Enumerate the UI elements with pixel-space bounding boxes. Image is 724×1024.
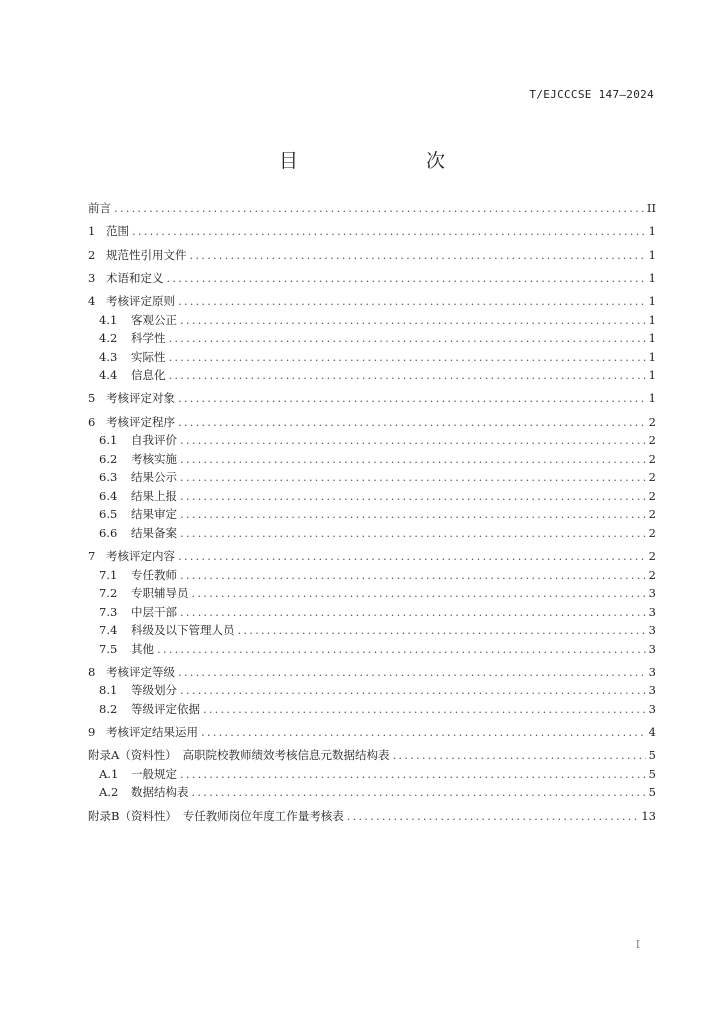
toc-dot-leader — [114, 199, 644, 218]
toc-entry-page-number: 2 — [648, 451, 656, 466]
toc-dot-leader — [180, 524, 646, 543]
toc-subentry[interactable] — [88, 450, 656, 469]
toc-subentry[interactable] — [88, 329, 656, 348]
toc-entry-number: 2 — [88, 247, 96, 262]
toc-entry-number: 7.2 — [99, 586, 118, 601]
toc-entry-label: 考核评定对象 — [106, 391, 175, 406]
toc-entry-page-number: 2 — [648, 488, 656, 503]
toc-entry-number: 4.3 — [99, 349, 118, 364]
toc-entry-page-number: 4 — [648, 725, 656, 740]
toc-entry-label: 数据结构表 — [131, 785, 189, 800]
toc-subentry[interactable] — [88, 348, 656, 367]
toc-entry-number: 5 — [88, 391, 96, 406]
toc-entry[interactable] — [88, 269, 656, 288]
toc-entry-page-number: 2 — [648, 433, 656, 448]
toc-entry-number: 9 — [88, 725, 96, 740]
toc-entry-page-number: 1 — [648, 349, 656, 364]
toc-dot-leader — [157, 640, 646, 659]
toc-dot-leader — [180, 468, 646, 487]
toc-entry-page-number: 13 — [641, 808, 656, 823]
toc-entry-number: 8.1 — [99, 683, 118, 698]
toc-entry-number: 8 — [88, 664, 96, 679]
toc-entry-label: 考核评定原则 — [106, 294, 175, 309]
toc-entry-number: 4 — [88, 294, 96, 309]
toc-subentry[interactable] — [88, 681, 656, 700]
toc-entry-label: 科级及以下管理人员 — [131, 623, 235, 638]
toc-entry-number: 4.1 — [99, 312, 118, 327]
toc-entry-label: 结果备案 — [131, 525, 177, 540]
toc-entry[interactable] — [88, 292, 656, 311]
toc-entry-page-number: II — [646, 201, 656, 215]
toc-entry-label: 等级划分 — [131, 683, 177, 698]
toc-entry-label: 范围 — [106, 224, 129, 239]
toc-entry-page-number: 3 — [648, 664, 656, 679]
toc-entry-page-number: 2 — [648, 470, 656, 485]
toc-entry-page-number: 1 — [648, 391, 656, 406]
toc-entry-page-number: 2 — [648, 549, 656, 564]
toc-entry-number: 7.4 — [99, 623, 118, 638]
toc-entry-number: A.2 — [99, 785, 119, 800]
toc-dot-leader — [201, 723, 646, 742]
toc-dot-leader — [238, 621, 646, 640]
toc-entry-page-number: 3 — [648, 701, 656, 716]
toc-subentry[interactable] — [88, 468, 656, 487]
toc-dot-leader — [180, 566, 646, 585]
toc-subentry[interactable] — [88, 431, 656, 450]
toc-dot-leader — [180, 487, 646, 506]
standard-code: T/EJCCCSE 147—2024 — [529, 88, 654, 101]
toc-subentry[interactable] — [88, 505, 656, 524]
toc-dot-leader — [132, 222, 646, 241]
toc-entry-page-number: 1 — [648, 368, 656, 383]
toc-entry[interactable] — [88, 389, 656, 408]
toc-entry-page-number: 1 — [648, 331, 656, 346]
toc-dot-leader — [180, 681, 646, 700]
toc-entry-number: 4.2 — [99, 331, 118, 346]
toc-subentry[interactable] — [88, 584, 656, 603]
toc-entry[interactable] — [88, 746, 656, 765]
toc-entry-page-number: 1 — [648, 294, 656, 309]
toc-entry-label: 结果公示 — [131, 470, 177, 485]
toc-entry-number: 4.4 — [99, 368, 118, 383]
toc-entry-page-number: 1 — [648, 247, 656, 262]
toc-entry-label: 信息化 — [131, 368, 166, 383]
toc-entry-label: 其他 — [131, 641, 154, 656]
toc-subentry[interactable] — [88, 640, 656, 659]
toc-entry-label: 规范性引用文件 — [106, 247, 187, 262]
toc-entry-page-number: 2 — [648, 414, 656, 429]
toc-dot-leader — [393, 746, 646, 765]
toc-entry-page-number: 2 — [648, 507, 656, 522]
toc-entry-label: 附录B（资料性） 专任教师岗位年度工作量考核表 — [88, 808, 344, 823]
toc-entry[interactable] — [88, 246, 656, 265]
toc-dot-leader — [180, 450, 646, 469]
toc-entry-page-number: 3 — [648, 604, 656, 619]
toc-entry-number: 8.2 — [99, 701, 118, 716]
toc-dot-leader — [178, 547, 646, 566]
toc-entry-label: 考核评定内容 — [106, 549, 175, 564]
toc-entry-page-number: 1 — [648, 224, 656, 239]
toc-dot-leader — [169, 366, 646, 385]
toc-entry-page-number: 5 — [648, 766, 656, 781]
toc-entry-number: 6.2 — [99, 451, 118, 466]
toc-dot-leader — [178, 413, 646, 432]
toc-entry[interactable] — [88, 663, 656, 682]
toc-entry[interactable] — [88, 413, 656, 432]
toc-subentry[interactable] — [88, 524, 656, 543]
toc-dot-leader — [180, 431, 646, 450]
toc-subentry[interactable] — [88, 311, 656, 330]
toc-dot-leader — [180, 505, 646, 524]
toc-dot-leader — [180, 311, 646, 330]
toc-entry-label: 专职辅导员 — [131, 586, 189, 601]
toc-dot-leader — [347, 807, 639, 826]
toc-subentry[interactable] — [88, 487, 656, 506]
toc-entry-page-number: 3 — [648, 641, 656, 656]
toc-entry-page-number: 5 — [648, 748, 656, 763]
toc-entry-page-number: 2 — [648, 567, 656, 582]
toc-dot-leader — [203, 700, 646, 719]
toc-entry-number: 6.6 — [99, 525, 118, 540]
toc-entry-label: 附录A（资料性） 高职院校教师绩效考核信息元数据结构表 — [88, 748, 390, 763]
toc-entry-label: 结果审定 — [131, 507, 177, 522]
toc-entry-number: 6.5 — [99, 507, 118, 522]
toc-subentry[interactable] — [88, 566, 656, 585]
toc-entry-page-number: 5 — [648, 785, 656, 800]
toc-entry-number: 7.3 — [99, 604, 118, 619]
toc-entry-label: 专任教师 — [131, 567, 177, 582]
toc-subentry[interactable] — [88, 621, 656, 640]
toc-dot-leader — [178, 389, 646, 408]
toc-entry[interactable] — [88, 222, 656, 241]
toc-entry[interactable] — [88, 199, 656, 218]
toc-dot-leader — [192, 783, 646, 802]
toc-entry-label: 结果上报 — [131, 488, 177, 503]
toc-entry-label: 前言 — [88, 201, 111, 215]
toc-entry-number: A.1 — [99, 766, 119, 781]
toc-entry-label: 中层干部 — [131, 604, 177, 619]
toc-entry-number: 7 — [88, 549, 96, 564]
toc-dot-leader — [167, 269, 646, 288]
toc-entry-number: 7.5 — [99, 641, 118, 656]
table-of-contents — [88, 199, 656, 825]
toc-dot-leader — [178, 663, 646, 682]
toc-dot-leader — [180, 765, 646, 784]
footer-page-number: I — [635, 938, 640, 951]
toc-subentry[interactable] — [88, 603, 656, 622]
toc-entry-label: 科学性 — [131, 331, 166, 346]
toc-entry-label: 考核评定等级 — [106, 664, 175, 679]
toc-entry[interactable] — [88, 723, 656, 742]
toc-entry-number: 6.4 — [99, 488, 118, 503]
toc-subentry[interactable] — [88, 783, 656, 802]
toc-entry-label: 自我评价 — [131, 433, 177, 448]
toc-entry-label: 考核实施 — [131, 451, 177, 466]
toc-entry-number: 6 — [88, 414, 96, 429]
toc-entry-page-number: 1 — [648, 270, 656, 285]
toc-entry-number: 6.3 — [99, 470, 118, 485]
toc-entry[interactable] — [88, 807, 656, 826]
toc-subentry[interactable] — [88, 765, 656, 784]
toc-entry-number: 6.1 — [99, 433, 118, 448]
toc-entry-number: 1 — [88, 224, 96, 239]
toc-entry-page-number: 2 — [648, 525, 656, 540]
toc-entry-number: 7.1 — [99, 567, 118, 582]
toc-entry-label: 考核评定结果运用 — [106, 725, 198, 740]
toc-dot-leader — [192, 584, 646, 603]
toc-entry-label: 等级评定依据 — [131, 701, 200, 716]
toc-entry-label: 术语和定义 — [106, 270, 164, 285]
toc-dot-leader — [169, 348, 646, 367]
toc-entry-label: 一般规定 — [131, 766, 177, 781]
toc-dot-leader — [178, 292, 646, 311]
toc-entry-page-number: 3 — [648, 683, 656, 698]
toc-entry-label: 实际性 — [131, 349, 166, 364]
toc-entry-page-number: 3 — [648, 623, 656, 638]
toc-entry[interactable] — [88, 547, 656, 566]
page-title: 目 次 — [278, 150, 475, 172]
toc-entry-label: 考核评定程序 — [106, 414, 175, 429]
toc-entry-label: 客观公正 — [131, 312, 177, 327]
toc-dot-leader — [180, 603, 646, 622]
toc-entry-number: 3 — [88, 270, 96, 285]
toc-dot-leader — [169, 329, 646, 348]
toc-subentry[interactable] — [88, 700, 656, 719]
toc-subentry[interactable] — [88, 366, 656, 385]
toc-entry-page-number: 1 — [648, 312, 656, 327]
toc-dot-leader — [190, 246, 646, 265]
toc-entry-page-number: 3 — [648, 586, 656, 601]
